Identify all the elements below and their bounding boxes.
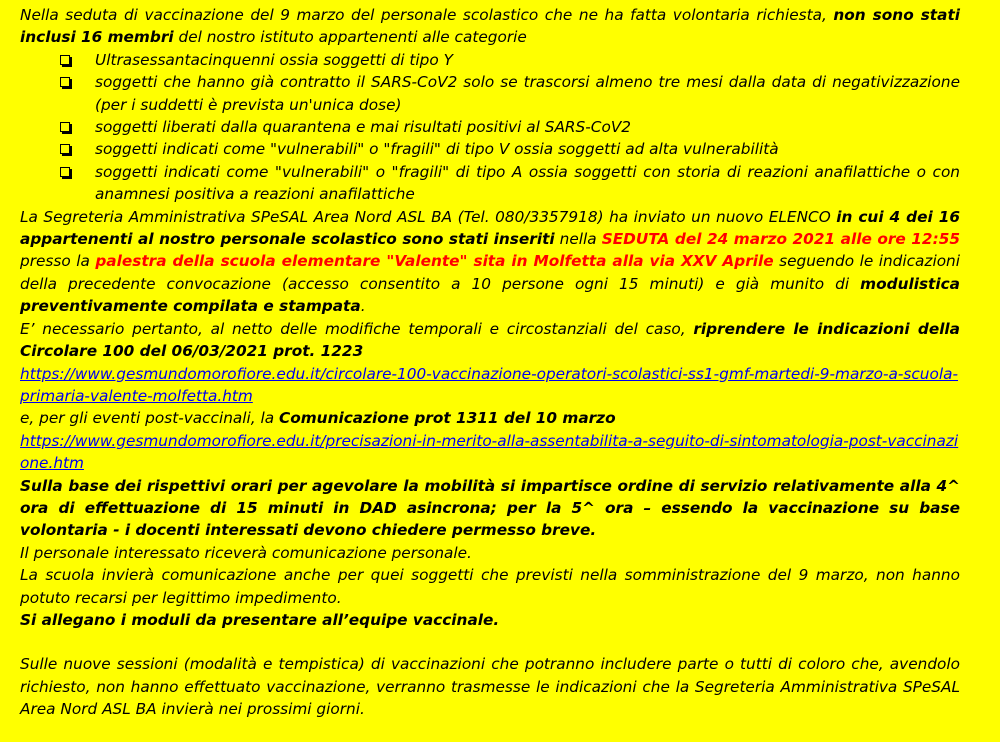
- list-item: Ultrasessantacinquenni ossia soggetti di tipo Y: [60, 49, 960, 71]
- sessioni-paragraph: Sulle nuove sessioni (modalità e tempistica) di vaccinazioni che potranno includere parte o tutti di coloro che, avendolo richiesto, non hanno effettuato vaccinazione, verranno trasmesse le indicazioni che la Segreteria Amministrativa SPeSAL Area Nord ASL BA invierà nei prossimi giorni.: [20, 655, 960, 719]
- session-date-highlight: SEDUTA del 24 marzo 2021 alle ore 12:55: [601, 230, 960, 249]
- excluded-members-emphasis: non sono stati inclusi 16 membri: [20, 6, 960, 47]
- checkbox-square-icon: [60, 77, 70, 87]
- checkbox-square-icon: [60, 122, 70, 132]
- venue-highlight: palestra della scuola elementare "Valente" sita in Molfetta alla via XXV Aprile: [95, 252, 774, 271]
- comunicazione-1311-link[interactable]: https://www.gesmundomorofiore.edu.it/precisazioni-in-merito-alla-assentabilita-a-seguito-di-sintomatologia-post-vaccinazione.htm: [20, 431, 959, 473]
- scuola-paragraph: La scuola invierà comunicazione anche per quei soggetti che previsti nella somministrazione del 9 marzo, non hanno potuto recarsi per legittimo impedimento.: [20, 566, 960, 607]
- circolare-paragraph: E’ necessario pertanto, al netto delle modifiche temporali e circostanziali del caso, riprendere le indicazioni della Circolare 100 del 06/03/2021 prot. 1223: [20, 319, 960, 361]
- ordine-servizio-paragraph: Sulla base dei rispettivi orari per agevolare la mobilità si impartisce ordine di servizio relativamente alla 4^ ora di effettuazione di 15 minuti in DAD asincrona; per la 5^ ora – essendo la vaccinazione su base volontaria - i docenti interessati devono chiedere permesso breve.: [20, 476, 960, 540]
- list-item: soggetti che hanno già contratto il SARS-CoV2 solo se trascorsi almeno tre mesi dalla data di negativizzazione (per i suddetti è prevista un'unica dose): [60, 71, 960, 116]
- circolare-100-link[interactable]: https://www.gesmundomorofiore.edu.it/circolare-100-vaccinazione-operatori-scolastici-ss1-gmf-martedi-9-marzo-a-scuola-primaria-valente-molfetta.htm: [20, 364, 959, 405]
- intro-paragraph: Nella seduta di vaccinazione del 9 marzo del personale scolastico che ne ha fatta volontaria richiesta, non sono stati inclusi 16 membri del nostro istituto appartenenti alle categorie: [20, 6, 960, 47]
- moduli-paragraph: Si allegano i moduli da presentare all’equipe vaccinale.: [20, 610, 500, 629]
- circolare-link-paragraph: [20, 363, 960, 408]
- spacer: [20, 631, 960, 653]
- list-item: soggetti liberati dalla quarantena e mai risultati positivi al SARS-CoV2: [60, 116, 960, 138]
- checkbox-square-icon: [60, 167, 70, 177]
- segreteria-paragraph: La Segreteria Amministrativa SPeSAL Area Nord ASL BA (Tel. 080/3357918) ha inviato un nuovo ELENCO in cui 4 dei 16 appartenenti al nostro personale scolastico sono stati inseriti nella SEDUTA del 24 marzo 2021 alle ore 12:55 presso la palestra della scuola elementare "Valente" sita in Molfetta alla via XXV Aprile seguendo le indicazioni della precedente convocazione (accesso consentito a 10 persone ogni 15 minuti) e già munito di modulistica preventivamente compilata e stampata.: [20, 207, 961, 316]
- list-item: soggetti indicati come "vulnerabili" o "fragili" di tipo V ossia soggetti ad alta vulnerabilità: [60, 138, 960, 160]
- checkbox-square-icon: [60, 55, 70, 65]
- categories-list: [20, 49, 960, 206]
- eventi-paragraph: e, per gli eventi post-vaccinali, la Comunicazione prot 1311 del 10 marzo: [20, 409, 616, 428]
- list-item: soggetti indicati come "vulnerabili" o "fragili" di tipo A ossia soggetti con storia di reazioni anafilattiche o con anamnesi positiva a reazioni anafilattiche: [60, 161, 960, 206]
- checkbox-square-icon: [60, 144, 70, 154]
- personale-paragraph: Il personale interessato riceverà comunicazione personale.: [20, 543, 472, 562]
- comunicazione-link-paragraph: [20, 430, 960, 475]
